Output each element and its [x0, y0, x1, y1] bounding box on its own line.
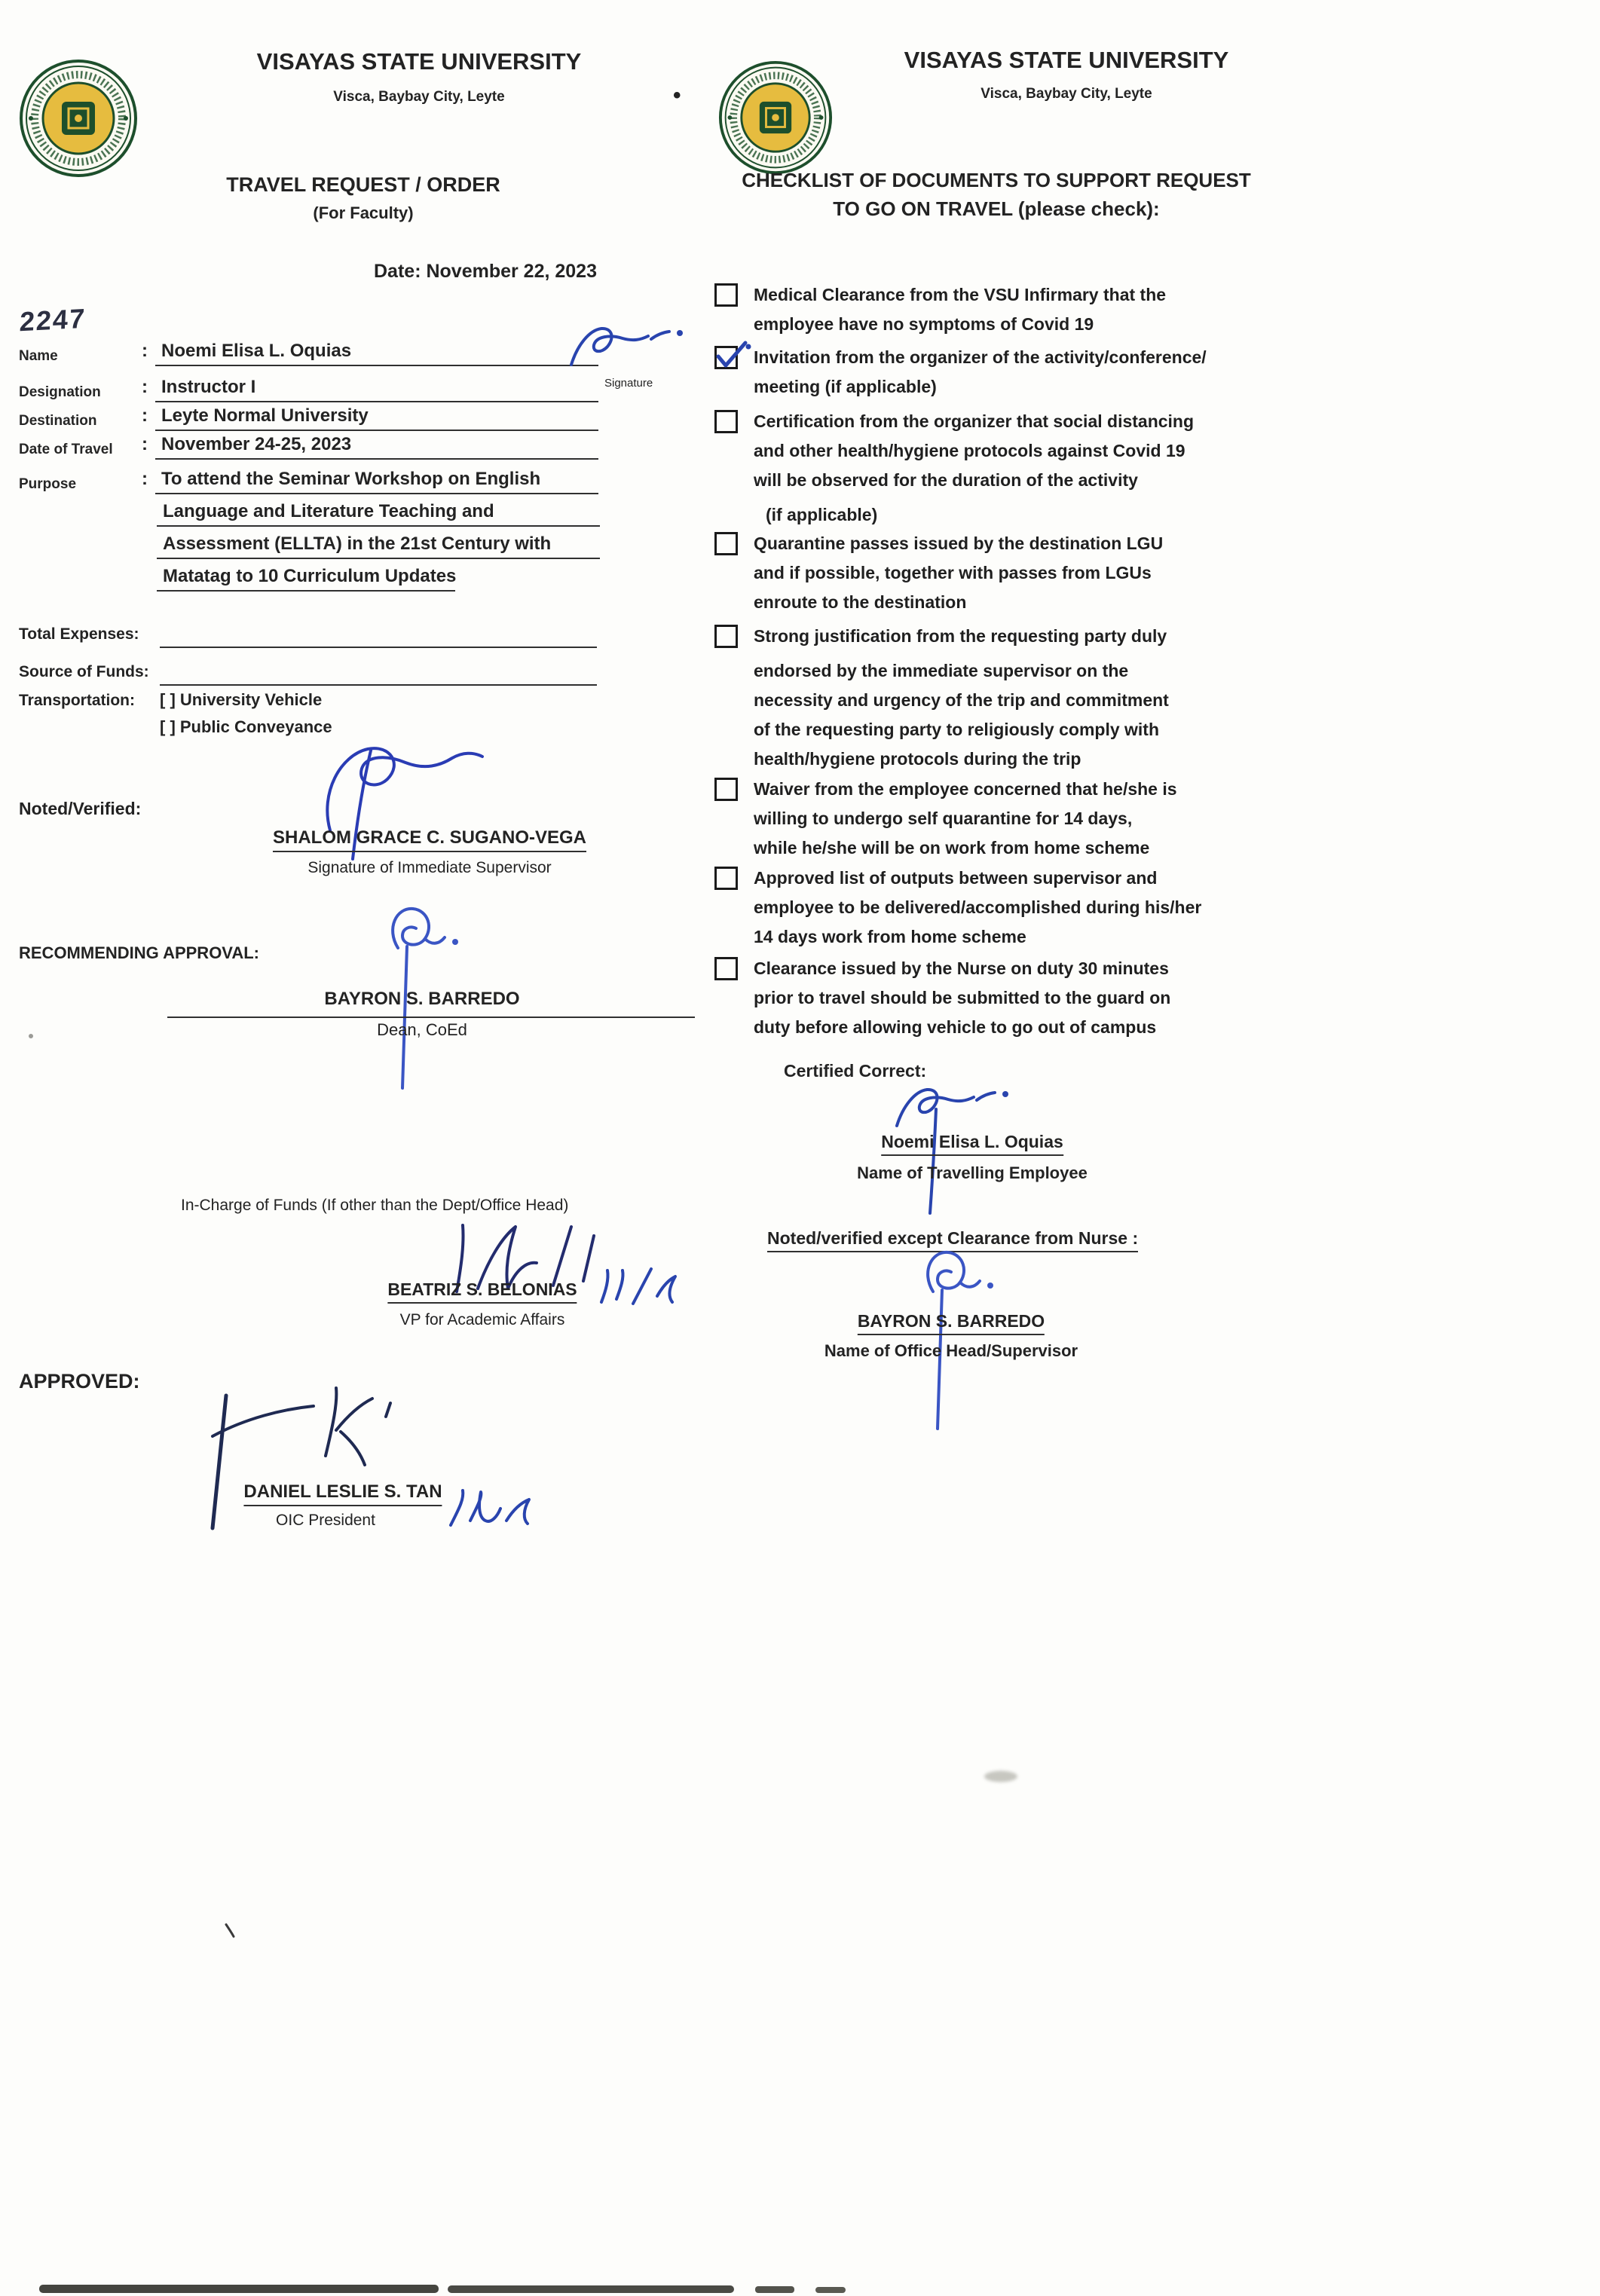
purpose-line: Assessment (ELLTA) in the 21st Century with	[157, 533, 600, 559]
name-label: Name	[19, 348, 58, 364]
scan-edge-strip	[815, 2287, 846, 2293]
transportation-label: Transportation:	[19, 692, 136, 709]
signature-office-head	[898, 1242, 1004, 1434]
form-subtitle: (For Faculty)	[313, 203, 414, 222]
checklist-line: 14 days work from home scheme	[754, 927, 1026, 946]
checkbox	[714, 625, 738, 648]
noted-except-label: Noted/verified except Clearance from Nurse :	[767, 1228, 1138, 1252]
checklist-line: Invitation from the organizer of the activity/conference/	[754, 347, 1207, 367]
employee-name: Noemi Elisa L. Oquias	[881, 1132, 1063, 1156]
check-mark-icon	[714, 338, 751, 373]
checklist-line: willing to undergo self quarantine for 14 days,	[754, 809, 1133, 828]
supervisor-title: Signature of Immediate Supervisor	[307, 859, 552, 876]
destination-label: Destination	[19, 413, 97, 429]
vp-title: VP for Academic Affairs	[399, 1311, 565, 1328]
checklist-line: will be observed for the duration of the activity	[754, 470, 1138, 490]
checklist-line: health/hygiene protocols during the trip	[754, 749, 1081, 769]
funds-incharge-label: In-Charge of Funds (If other than the Dept/Office Head)	[181, 1197, 569, 1214]
vp-name: BEATRIZ S. BELONIAS	[387, 1279, 577, 1304]
university-address-right: Visca, Baybay City, Leyte	[980, 86, 1152, 102]
office-head-name: BAYRON S. BARREDO	[858, 1311, 1045, 1335]
university-name-right: VISAYAS STATE UNIVERSITY	[904, 47, 1229, 73]
office-head-title: Name of Office Head/Supervisor	[824, 1341, 1078, 1360]
date-of-travel-value: November 24-25, 2023	[155, 434, 598, 460]
checklist-line: and other health/hygiene protocols against Covid 19	[754, 441, 1185, 460]
checklist-line: employee to be delivered/accomplished during his/her	[754, 897, 1202, 917]
purpose-label: Purpose	[19, 476, 77, 492]
checklist-line: and if possible, together with passes from LGUs	[754, 563, 1152, 582]
form-date: Date: November 22, 2023	[374, 261, 597, 282]
checklist-item	[714, 343, 1207, 402]
recommending-approval-label: RECOMMENDING APPROVAL:	[19, 943, 259, 962]
checklist-line: Certification from the organizer that social distancing	[754, 411, 1195, 431]
president-name: DANIEL LESLIE S. TAN	[243, 1481, 442, 1506]
noted-verified-label: Noted/Verified:	[19, 799, 142, 818]
president-title: OIC President	[276, 1512, 375, 1529]
transport-option-public-conveyance: [ ] Public Conveyance	[160, 717, 332, 736]
purpose-line: Matatag to 10 Curriculum Updates	[157, 566, 455, 592]
checkbox	[714, 283, 738, 307]
purpose-line: Language and Literature Teaching and	[157, 501, 600, 527]
handwritten-control-number: 2247	[19, 302, 87, 338]
approved-label: APPROVED:	[19, 1370, 140, 1393]
checklist-item	[714, 407, 1194, 530]
checklist-line: employee have no symptoms of Covid 19	[754, 314, 1094, 334]
source-of-funds-label: Source of Funds:	[19, 663, 149, 680]
separator-bullet: •	[673, 83, 681, 108]
checklist-line: of the requesting party to religiously comply with	[754, 720, 1160, 739]
destination-value: Leyte Normal University	[155, 405, 598, 431]
checklist-line: prior to travel should be submitted to the guard on	[754, 988, 1171, 1007]
name-value: Noemi Elisa L. Oquias	[155, 341, 598, 366]
date-of-travel-label: Date of Travel	[19, 442, 113, 457]
checklist-line: Medical Clearance from the VSU Infirmary that the	[754, 285, 1167, 304]
checkbox	[714, 778, 738, 801]
checklist-item	[714, 622, 1169, 774]
university-name-left: VISAYAS STATE UNIVERSITY	[256, 48, 582, 75]
checklist-line: endorsed by the immediate supervisor on the	[754, 661, 1129, 680]
total-expenses-label: Total Expenses:	[19, 625, 139, 643]
checklist-line: Strong justification from the requesting party duly	[754, 626, 1167, 646]
checklist-item	[714, 864, 1201, 952]
scan-smudge	[984, 1771, 1017, 1782]
field-colon: :	[142, 434, 148, 454]
checklist-line: duty before allowing vehicle to go out of campus	[754, 1017, 1157, 1037]
purpose-line: To attend the Seminar Workshop on English	[155, 469, 598, 494]
checklist-item	[714, 280, 1166, 339]
total-expenses-blank-line	[160, 647, 597, 648]
checklist-line: while he/she will be on work from home scheme	[754, 838, 1150, 858]
field-colon: :	[142, 405, 148, 426]
vsu-seal-logo	[19, 59, 138, 178]
certified-correct-label: Certified Correct:	[784, 1061, 927, 1081]
dean-title: Dean, CoEd	[377, 1020, 467, 1039]
checkbox	[714, 867, 738, 890]
employee-title: Name of Travelling Employee	[857, 1163, 1088, 1182]
field-colon: :	[142, 341, 148, 361]
checklist-line: meeting (if applicable)	[754, 377, 937, 396]
checklist-line: enroute to the destination	[754, 592, 967, 612]
vsu-seal-logo	[718, 60, 833, 175]
dean-name: BAYRON S. BARREDO	[324, 989, 520, 1009]
checklist-title-line1: CHECKLIST OF DOCUMENTS TO SUPPORT REQUEST	[742, 169, 1251, 191]
checkbox	[714, 346, 738, 369]
scan-stray-mark	[223, 1923, 237, 1938]
signature-employee-top	[567, 323, 695, 379]
scan-edge-strip	[755, 2286, 794, 2293]
checklist-line: (if applicable)	[766, 505, 878, 524]
supervisor-name: SHALOM GRACE C. SUGANO-VEGA	[273, 827, 586, 852]
checklist-item	[714, 954, 1170, 1042]
signature-caption: Signature	[604, 377, 653, 390]
checklist-title-line2: TO GO ON TRAVEL (please check):	[833, 197, 1160, 220]
checklist-item	[714, 775, 1177, 863]
field-colon: :	[142, 377, 148, 397]
field-colon: :	[142, 469, 148, 489]
designation-value: Instructor I	[155, 377, 598, 402]
handwritten-initials-mark	[443, 1486, 537, 1540]
checklist-line: necessity and urgency of the trip and commitment	[754, 690, 1169, 710]
scan-edge-strip	[39, 2285, 439, 2293]
checklist-item	[714, 529, 1163, 617]
designation-label: Designation	[19, 384, 101, 400]
form-title: TRAVEL REQUEST / ORDER	[226, 173, 500, 196]
checkbox	[714, 410, 738, 433]
scan-edge-strip	[448, 2285, 734, 2293]
dean-signature-line	[167, 1017, 695, 1018]
transport-option-university-vehicle: [ ] University Vehicle	[160, 690, 323, 709]
scan-speck	[29, 1034, 33, 1038]
handwritten-date-mark	[594, 1264, 681, 1311]
checklist-line: Waiver from the employee concerned that he/she is	[754, 779, 1177, 799]
checkbox	[714, 532, 738, 555]
university-address-left: Visca, Baybay City, Leyte	[333, 89, 505, 105]
checklist-line: Clearance issued by the Nurse on duty 30 minutes	[754, 958, 1169, 978]
source-of-funds-blank-line	[160, 684, 597, 686]
checkbox	[714, 957, 738, 980]
checklist-line: Quarantine passes issued by the destination LGU	[754, 533, 1164, 553]
checklist-line: Approved list of outputs between supervisor and	[754, 868, 1158, 888]
